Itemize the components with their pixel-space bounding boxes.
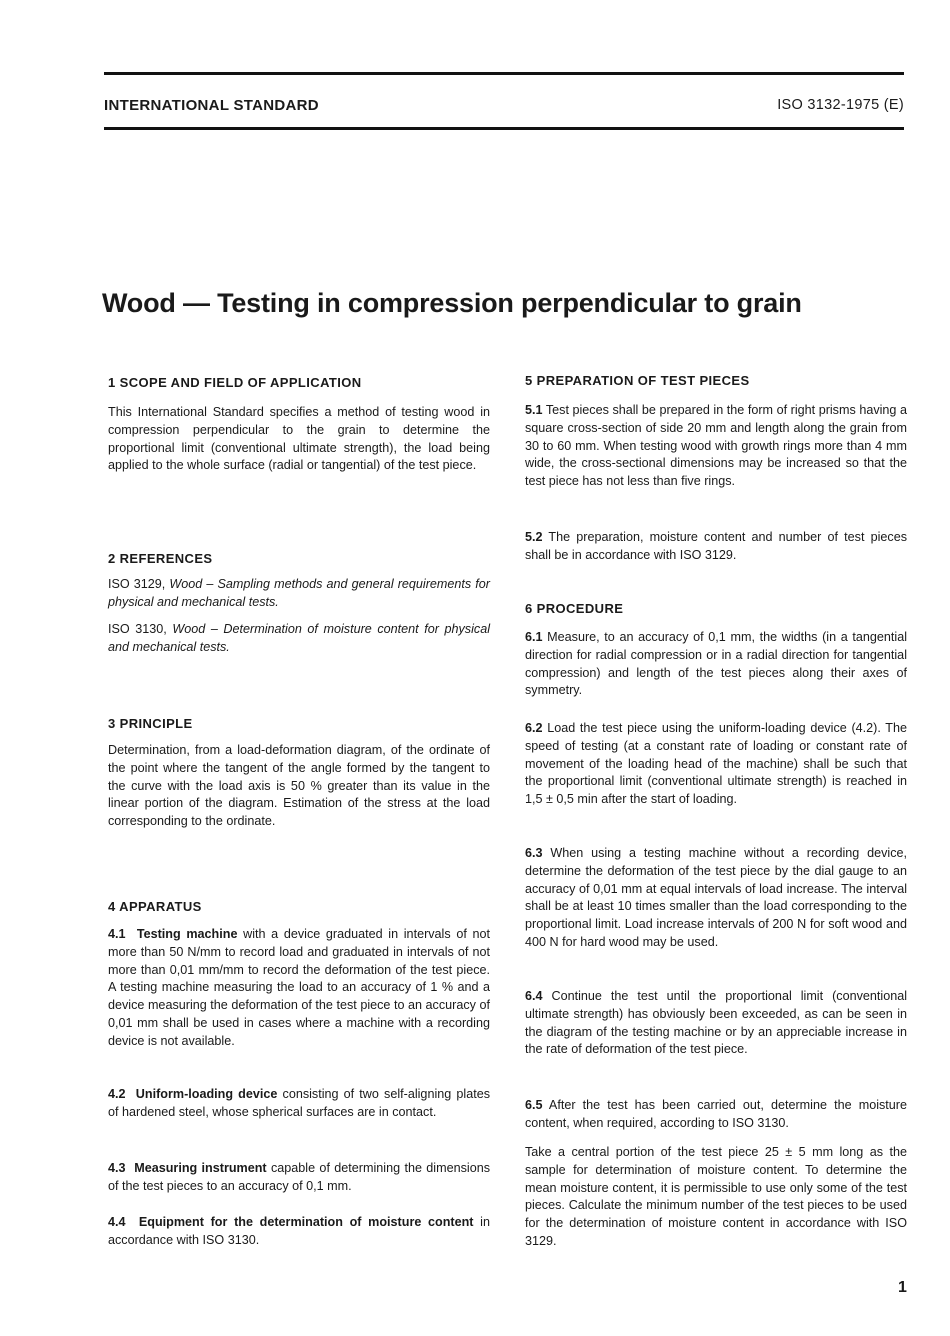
header-standard-number: ISO 3132-1975 (E): [777, 97, 904, 113]
clause-number: 6.4: [525, 989, 543, 1003]
section-1-text: This International Standard specifies a method of testing wood in compression perpendicular to the grain to determine the proportional limit (conventional ultimate strength), the load being applied to the whole surface (radial or tangential) of the test piece.: [108, 405, 490, 473]
clause-number: 5.2: [525, 530, 543, 544]
reference-title: Wood – Sampling methods and general requirements for physical and mechanical tests.: [108, 577, 490, 609]
clause-text: with a device graduated in intervals of not more than 50 N/mm to record load and graduated in intervals of not more than 0,01 mm/mm to record the deformation of the test piece. A testing machine measuring the load to an accuracy of 1 % and a device measuring the deformation of the test piece to an accuracy of 0,01 mm shall be used in cases where a machine with a recording device is not available.: [108, 927, 490, 1048]
clause-5-1: [525, 402, 907, 491]
clause-number: 4.3: [108, 1161, 126, 1175]
clause-6-5-continued: Take a central portion of the test piece 25 ± 5 mm long as the sample for determination of moisture content. To determine the mean moisture content, it is permissible to use only some of the test pieces. Calculate the minimum number of the test pieces to be used for the determination of moisture content in accordance with ISO 3129.: [525, 1145, 907, 1248]
clause-number: 4.1: [108, 927, 126, 941]
clause-text: Test pieces shall be prepared in the form of right prisms having a square cross-section of side 20 mm and length along the grain from 30 to 60 mm. When testing wood with growth rings more than 4 mm wide, the cross-sectional dimensions may be increased so that the test piece has not less than five rings.: [525, 403, 907, 489]
section-4-heading: 4 APPARATUS: [108, 899, 202, 914]
clause-number: 6.2: [525, 721, 543, 735]
clause-lead: Testing machine: [136, 927, 238, 941]
reference-number: ISO 3129,: [108, 577, 170, 591]
section-3-text: Determination, from a load-deformation diagram, of the ordinate of the point where the tangent of the angle formed by the tangent to the curve with the load axis is 50 % greater than its value in the linear portion of the diagram. Estimation of the stress at the load corresponding to the ordinate.: [108, 743, 490, 829]
clause-number: 6.5: [525, 1098, 543, 1112]
section-1-heading: 1 SCOPE AND FIELD OF APPLICATION: [108, 375, 362, 390]
section-2-heading: 2 REFERENCES: [108, 551, 213, 566]
clause-text: Load the test piece using the uniform-loading device (4.2). The speed of testing (at a constant rate of loading or constant rate of movement of the loading head of the machine) shall be such that the proportional limit (conventional ultimate strength) is reached in 1,5 ± 0,5 min after the start of loading.: [525, 721, 907, 807]
clause-6-3: [525, 845, 907, 952]
clause-text: in accordance with ISO 3130.: [108, 1215, 490, 1247]
reference-title: Wood – Determination of moisture content for physical and mechanical tests.: [108, 622, 491, 654]
clause-text: Continue the test until the proportional limit (conventional ultimate strength) has obviously been exceeded, as can be seen in the diagram of the testing machine or by an appreciable increase in the rate of deformation of the test piece.: [525, 989, 907, 1057]
clause-6-4: [525, 988, 907, 1059]
clause-lead: Equipment for the determination of moisture content: [138, 1215, 474, 1229]
page-number: 1: [898, 1279, 907, 1296]
reference-iso-3129: [108, 576, 490, 612]
clause-text: When using a testing machine without a recording device, determine the deformation of the test piece by the dial gauge to an accuracy of 0,01 mm at equal intervals of load increase. The interval shall be at least 10 times smaller than the load corresponding to the proportional limit. Load increase intervals of 200 N for soft wood and 400 N for hard wood may be used.: [525, 846, 907, 949]
section-6-heading: 6 PROCEDURE: [525, 601, 624, 616]
clause-text: Measure, to an accuracy of 0,1 mm, the widths (in a tangential direction for radial compression or in a radial direction for tangential compression) and length of the test pieces along their axes of symmetry.: [525, 630, 907, 698]
clause-6-5: [525, 1097, 907, 1133]
reference-number: ISO 3130,: [108, 622, 173, 636]
clause-5-2: [525, 529, 907, 565]
clause-text: consisting of two self-aligning plates of hardened steel, whose spherical surfaces are in contact.: [108, 1087, 490, 1119]
clause-6-2: [525, 720, 907, 809]
clause-number: 4.4: [108, 1215, 126, 1229]
clause-lead: Measuring instrument: [134, 1161, 267, 1175]
clause-4-1: [108, 926, 490, 1051]
clause-6-1: [525, 629, 907, 700]
header-rule: [104, 127, 904, 130]
clause-number: 5.1: [525, 403, 543, 417]
clause-4-3: [108, 1160, 490, 1196]
section-5-heading: 5 PREPARATION OF TEST PIECES: [525, 373, 750, 388]
clause-number: 6.3: [525, 846, 543, 860]
clause-text: capable of determining the dimensions of the test pieces to an accuracy of 0,1 mm.: [108, 1161, 490, 1193]
clause-lead: Uniform-loading device: [135, 1087, 278, 1101]
clause-number: 6.1: [525, 630, 543, 644]
reference-iso-3130: [108, 621, 490, 657]
clause-text: The preparation, moisture content and number of test pieces shall be in accordance with ISO 3129.: [525, 530, 907, 562]
clause-4-2: [108, 1086, 490, 1122]
header-standard-type: INTERNATIONAL STANDARD: [104, 97, 319, 114]
clause-number: 4.2: [108, 1087, 126, 1101]
clause-text: After the test has been carried out, determine the moisture content, when required, according to ISO 3130.: [525, 1098, 907, 1130]
clause-4-4: [108, 1214, 490, 1250]
document-title: Wood — Testing in compression perpendicular to grain: [102, 288, 802, 318]
top-rule: [104, 72, 904, 75]
section-3-heading: 3 PRINCIPLE: [108, 716, 193, 731]
